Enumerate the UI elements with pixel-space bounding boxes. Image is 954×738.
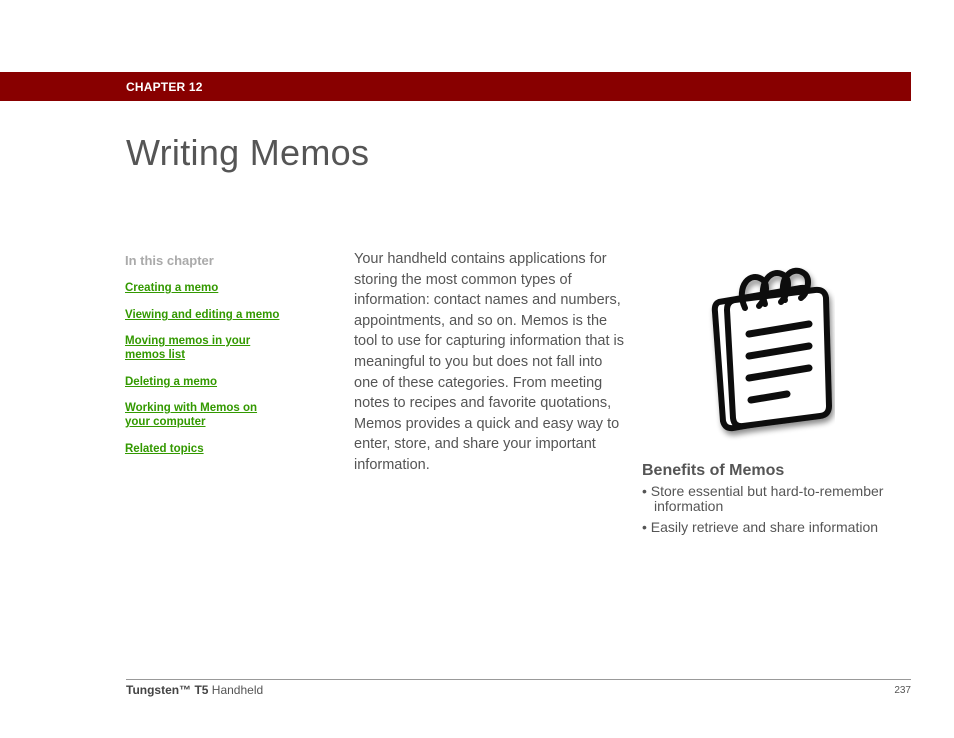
list-item — [125, 307, 325, 322]
link-viewing-and-editing[interactable]: Viewing and editing a memo — [125, 309, 280, 321]
contents-list — [125, 280, 325, 456]
list-item — [125, 401, 325, 429]
link-deleting-a-memo[interactable]: Deleting a memo — [125, 376, 218, 388]
list-item — [125, 441, 325, 456]
chapter-contents — [125, 253, 325, 468]
footer-brand: Tungsten™ T5 — [126, 683, 209, 697]
chapter-label: CHAPTER 12 — [126, 80, 203, 94]
benefits-list — [642, 484, 922, 535]
link-creating-a-memo[interactable]: Creating a memo — [125, 282, 219, 294]
list-item — [125, 374, 325, 389]
list-item — [125, 280, 325, 295]
link-moving-memos[interactable]: Moving memos in your memos list — [125, 335, 251, 361]
footer-product-name: Handheld — [211, 683, 264, 697]
intro-paragraph: Your handheld contains applications for storing the most common types of information: contact names and numbers, appointments, and so on. Memos is the tool to use for capturing information that is meaningful to you but does not fall into one of these categories. From meeting notes to recipes and favorite quotations, Memos provides a quick and easy way to enter, store, and share your important information. — [354, 251, 625, 473]
footer-product — [126, 683, 263, 697]
contents-heading: In this chapter — [125, 253, 214, 268]
link-related-topics[interactable]: Related topics — [125, 443, 204, 455]
footer-divider — [126, 679, 911, 680]
list-item — [125, 334, 325, 362]
benefits-heading: Benefits of Memos — [642, 462, 785, 479]
list-item: • Store essential but hard-to-remember information — [642, 483, 884, 514]
page-title: Writing Memos — [126, 132, 370, 173]
benefits-section — [642, 462, 922, 541]
memo-pad-icon — [705, 266, 835, 444]
page-number: 237 — [894, 685, 911, 696]
list-item: • Easily retrieve and share information — [642, 519, 879, 535]
link-working-with-memos[interactable]: Working with Memos on your computer — [125, 402, 258, 428]
